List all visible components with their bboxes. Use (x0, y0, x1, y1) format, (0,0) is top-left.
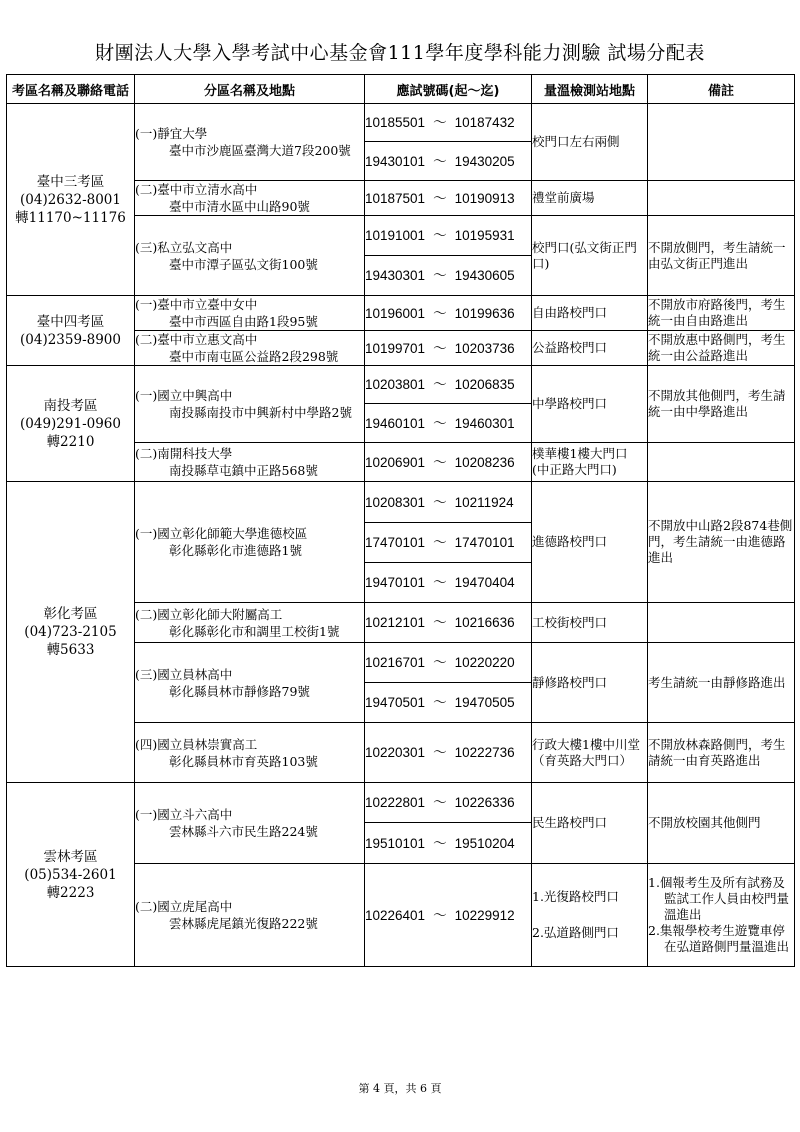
range-separator: ～ (433, 575, 447, 590)
note-cell (648, 443, 795, 482)
range-end: 10216636 (454, 615, 515, 630)
exam-site-table (6, 74, 795, 967)
number-range-cell (365, 823, 532, 864)
site-cell (135, 181, 365, 216)
site-address: 南投縣草屯鎮中正路568號 (169, 463, 318, 478)
region-cell (7, 482, 135, 783)
region-line: (04)723-2105 (24, 624, 117, 640)
range-start: 10187501 (365, 190, 426, 206)
temperature-station-cell (532, 643, 648, 723)
number-range-cell (365, 443, 532, 482)
header-note: 備註 (648, 75, 795, 104)
range-end: 10222736 (454, 745, 515, 760)
range-end: 10211924 (454, 494, 514, 510)
temperature-station-text: 1.光復路校門口 (532, 889, 619, 904)
range-separator: ～ (433, 655, 447, 670)
site-name: (一)靜宜大學 (135, 126, 208, 141)
range-end: 10226336 (454, 795, 515, 810)
range-separator: ～ (433, 695, 447, 710)
temperature-station-text: 進德路校門口 (532, 534, 608, 549)
temperature-station-cell (532, 864, 648, 967)
note-text: 不開放林森路側門，考生請統一由育英路進出 (648, 736, 786, 768)
temperature-station-text: 行政大樓1樓中川堂（育英路大門口） (532, 736, 640, 768)
range-separator: ～ (433, 153, 447, 169)
range-end: 10220220 (454, 655, 515, 670)
range-end: 10203736 (454, 340, 515, 356)
note-text: 不開放惠中路側門，考生統一由公益路進出 (648, 332, 786, 363)
note-cell (648, 864, 795, 967)
note-text: 1.個報考生及所有試務及監試工作人員由校門量溫進出 (648, 875, 790, 922)
site-cell (135, 864, 365, 967)
region-line: 臺中四考區 (36, 313, 105, 330)
region-line: 臺中三考區 (36, 173, 105, 190)
site-name: (二)國立彰化師大附屬高工 (135, 606, 283, 622)
number-range-cell (365, 296, 532, 331)
site-name: (二)國立虎尾高中 (135, 899, 233, 914)
table-row (7, 482, 795, 523)
range-end: 17470101 (454, 535, 515, 550)
range-separator: ～ (433, 190, 447, 206)
header-site: 分區名稱及地點 (135, 75, 365, 104)
site-name: (二)南開科技大學 (135, 446, 233, 461)
range-separator: ～ (433, 115, 447, 130)
number-range-cell (365, 643, 532, 683)
site-address: 彰化縣員林市靜修路79號 (169, 683, 310, 699)
range-separator: ～ (433, 907, 447, 923)
header-number-range: 應試號碼(起～迄) (365, 75, 532, 104)
note-cell (648, 783, 795, 864)
table-row (7, 296, 795, 331)
region-cell (7, 104, 135, 296)
site-cell (135, 783, 365, 864)
region-cell (7, 783, 135, 967)
range-end: 19460301 (454, 415, 515, 431)
range-separator: ～ (433, 494, 447, 510)
range-separator: ～ (433, 535, 447, 550)
range-end: 10187432 (454, 115, 515, 130)
note-text: 不開放側門，考生請統一由弘文街正門進出 (648, 239, 786, 271)
range-separator: ～ (433, 340, 447, 356)
note-cell (648, 643, 795, 723)
site-address: 臺中市清水區中山路90號 (169, 199, 310, 214)
range-start: 10191001 (365, 228, 426, 243)
table-row (7, 104, 795, 142)
number-range-cell (365, 783, 532, 823)
note-text: 2.集報學校考生遊覽車停在弘道路側門量溫進出 (648, 923, 790, 954)
note-text: 不開放市府路後門，考生統一由自由路進出 (648, 297, 786, 328)
number-range-cell (365, 603, 532, 643)
site-address: 彰化縣員林市育英路103號 (169, 753, 318, 769)
site-name: (一)臺中市立臺中女中 (135, 297, 258, 312)
number-range-cell (365, 482, 532, 523)
site-cell (135, 104, 365, 181)
range-separator: ～ (433, 795, 447, 810)
region-cell (7, 296, 135, 366)
range-end: 19470505 (454, 695, 515, 710)
site-address: 彰化縣彰化市進德路1號 (169, 543, 302, 558)
note-cell (648, 366, 795, 443)
note-cell (648, 296, 795, 331)
range-end: 19470404 (454, 575, 515, 590)
region-line: 轉11170~11176 (15, 209, 126, 226)
site-cell (135, 723, 365, 783)
region-cell (7, 366, 135, 482)
temperature-station-text: 校門口(弘文街正門口) (532, 239, 637, 271)
region-line: (049)291-0960 (20, 415, 121, 432)
range-start: 10208301 (365, 494, 426, 510)
temperature-station-cell (532, 443, 648, 482)
region-line: (04)2632-8001 (20, 191, 121, 208)
region-line: 轉2210 (46, 433, 95, 450)
temperature-station-text: 樸華樓1樓大門口 (532, 446, 628, 461)
note-text: 考生請統一由靜修路進出 (648, 674, 786, 690)
range-start: 10199701 (365, 340, 426, 356)
note-cell (648, 603, 795, 643)
site-address: 彰化縣彰化市和調里工校街1號 (169, 623, 340, 639)
range-start: 19430301 (365, 268, 426, 283)
region-line: 彰化考區 (43, 606, 98, 622)
temperature-station-cell (532, 366, 648, 443)
region-line: 雲林考區 (43, 848, 98, 865)
site-name: (四)國立員林崇實高工 (135, 736, 258, 752)
range-start: 19460101 (365, 415, 426, 431)
temperature-station-text: 靜修路校門口 (532, 674, 608, 690)
range-end: 10229912 (454, 907, 515, 923)
range-start: 10185501 (365, 115, 426, 130)
note-cell (648, 482, 795, 603)
temperature-station-text: 校門口左右兩側 (532, 134, 620, 149)
page-footer: 第 4 頁，共 6 頁 (358, 1082, 442, 1095)
number-range-cell (365, 181, 532, 216)
temperature-station-cell (532, 482, 648, 603)
temperature-station-text: 禮堂前廣場 (532, 190, 595, 205)
region-line: 轉2223 (46, 884, 95, 901)
page-title: 財團法人大學入學考試中心基金會111學年度學科能力測驗 試場分配表 (95, 42, 705, 64)
site-cell (135, 443, 365, 482)
range-end: 10208236 (454, 454, 515, 470)
temperature-station-text: 公益路校門口 (532, 340, 608, 355)
site-cell (135, 482, 365, 603)
table-row (7, 366, 795, 404)
number-range-cell (365, 523, 532, 563)
site-cell (135, 603, 365, 643)
note-cell (648, 104, 795, 181)
site-address: 臺中市沙鹿區臺灣大道7段200號 (169, 143, 351, 158)
site-address: 南投縣南投市中興新村中學路2號 (169, 405, 352, 420)
range-separator: ～ (433, 305, 447, 321)
range-separator: ～ (433, 835, 447, 851)
site-name: (二)臺中市立惠文高中 (135, 332, 258, 347)
range-start: 10216701 (365, 655, 426, 670)
site-name: (一)國立中興高中 (135, 388, 233, 403)
range-separator: ～ (433, 377, 447, 392)
range-separator: ～ (433, 615, 447, 630)
site-cell (135, 216, 365, 296)
site-cell (135, 296, 365, 331)
table-row (7, 783, 795, 823)
table-header-row (7, 75, 795, 104)
range-end: 19430605 (454, 268, 515, 283)
note-cell (648, 181, 795, 216)
number-range-cell (365, 683, 532, 723)
range-separator: ～ (433, 415, 447, 431)
range-end: 10206835 (454, 377, 515, 392)
number-range-cell (365, 104, 532, 142)
range-start: 19470501 (365, 695, 426, 710)
note-cell (648, 216, 795, 296)
range-start: 19510101 (365, 835, 426, 851)
temperature-station-cell (532, 181, 648, 216)
range-start: 19470101 (365, 575, 426, 590)
number-range-cell (365, 142, 532, 181)
range-start: 10222801 (365, 795, 426, 810)
number-range-cell (365, 216, 532, 256)
site-name: (一)國立斗六高中 (135, 807, 233, 822)
range-end: 10199636 (454, 305, 515, 321)
temperature-station-cell (532, 331, 648, 366)
temperature-station-text: 工校街校門口 (532, 614, 608, 630)
temperature-station-cell (532, 296, 648, 331)
site-address: 臺中市南屯區公益路2段298號 (169, 349, 339, 364)
range-start: 10196001 (365, 305, 426, 321)
site-address: 雲林縣虎尾鎮光復路222號 (169, 916, 318, 931)
temperature-station-text: 2.弘道路側門口 (532, 925, 619, 940)
site-cell (135, 366, 365, 443)
note-cell (648, 331, 795, 366)
range-end: 10190913 (454, 190, 515, 206)
region-line: (04)2359-8900 (20, 331, 121, 348)
site-cell (135, 331, 365, 366)
region-line: 轉5633 (46, 642, 95, 658)
temperature-station-cell (532, 104, 648, 181)
note-text: 不開放校園其他側門 (648, 815, 761, 830)
site-name: (三)私立弘文高中 (135, 239, 233, 255)
site-name: (二)臺中市立清水高中 (135, 182, 258, 197)
range-start: 10226401 (365, 907, 426, 923)
range-start: 19430101 (365, 153, 426, 169)
region-line: 南投考區 (43, 397, 98, 414)
temperature-station-text: 中學路校門口 (532, 396, 608, 411)
site-address: 雲林縣斗六市民生路224號 (169, 824, 318, 839)
note-text: 不開放其他側門，考生請統一由中學路進出 (648, 388, 786, 419)
temperature-station-text: 自由路校門口 (532, 305, 608, 320)
number-range-cell (365, 723, 532, 783)
header-region: 考區名稱及聯絡電話 (7, 75, 135, 104)
range-start: 10206901 (365, 454, 426, 470)
temperature-station-text: 民生路校門口 (532, 815, 608, 830)
range-start: 10212101 (365, 615, 426, 630)
number-range-cell (365, 366, 532, 404)
site-name: (三)國立員林高中 (135, 666, 233, 682)
site-address: 臺中市潭子區弘文街100號 (169, 256, 318, 272)
number-range-cell (365, 256, 532, 296)
temperature-station-text: (中正路大門口) (532, 462, 617, 477)
note-text: 不開放中山路2段874巷側門，考生請統一由進德路進出 (648, 518, 793, 565)
number-range-cell (365, 331, 532, 366)
site-cell (135, 643, 365, 723)
note-cell (648, 723, 795, 783)
range-separator: ～ (433, 454, 447, 470)
site-address: 臺中市西區自由路1段95號 (169, 314, 318, 329)
range-separator: ～ (433, 745, 447, 760)
number-range-cell (365, 864, 532, 967)
region-line: (05)534-2601 (24, 866, 117, 883)
temperature-station-cell (532, 723, 648, 783)
range-start: 10220301 (365, 745, 426, 760)
range-start: 17470101 (365, 535, 426, 550)
range-start: 10203801 (365, 377, 426, 392)
number-range-cell (365, 563, 532, 603)
temperature-station-cell (532, 603, 648, 643)
range-end: 19510204 (454, 835, 515, 851)
range-end: 10195931 (454, 228, 515, 243)
site-name: (一)國立彰化師範大學進德校區 (135, 526, 308, 541)
number-range-cell (365, 404, 532, 443)
range-end: 19430205 (454, 153, 515, 169)
header-temperature-station: 量溫檢測站地點 (532, 75, 648, 104)
range-separator: ～ (433, 228, 447, 243)
temperature-station-cell (532, 783, 648, 864)
temperature-station-cell (532, 216, 648, 296)
range-separator: ～ (433, 268, 447, 283)
table-body (7, 104, 795, 967)
